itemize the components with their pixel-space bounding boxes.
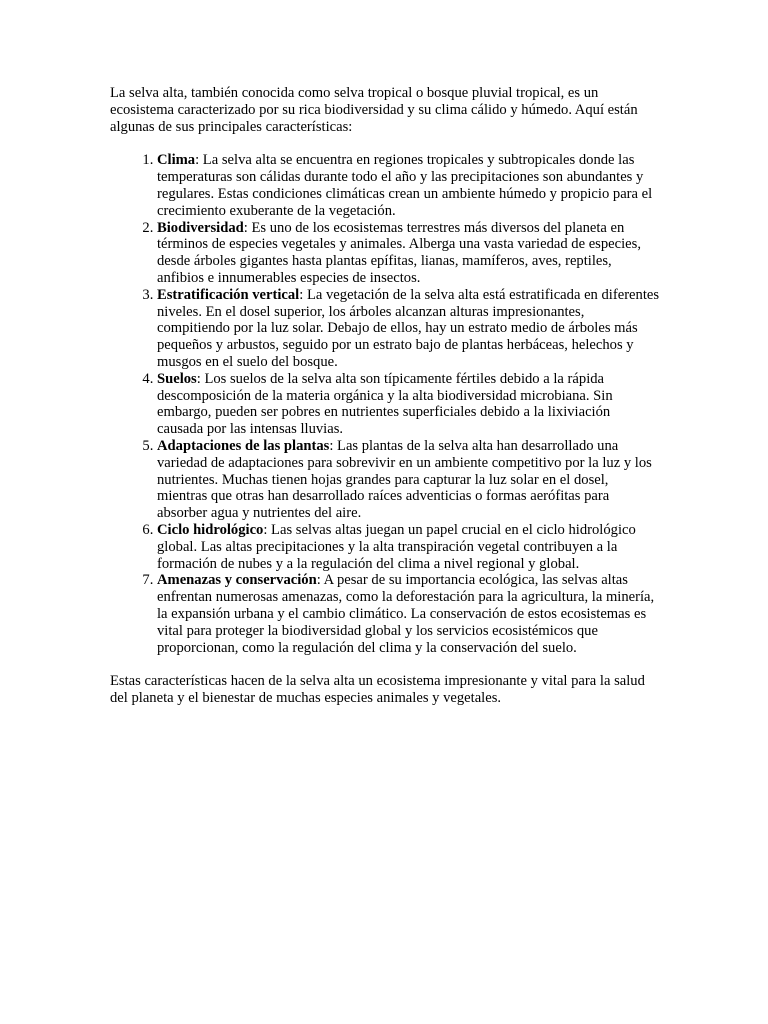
list-item-amenazas [157,572,660,656]
list-item-term: Clima [157,152,196,169]
conclusion-paragraph: Estas características hacen de la selva alta un ecosistema impresionante y vital para la salud del planeta y el bienestar de muchas especies animales y vegetales. [110,673,645,707]
characteristics-list [110,152,660,656]
list-item-term: Suelos [157,370,197,387]
list-item-ciclo-hidrologico [157,522,660,572]
list-item-adaptaciones [157,438,660,522]
list-item-term: Adaptaciones de las plantas [157,437,330,454]
list-item-text: : La selva alta se encuentra en regiones tropicales y subtropicales donde las temperaturas son cálidas durante todo el año y las precipitaciones son abundantes y regulares. Estas condiciones climáticas crean un ambiente húmedo y propicio para el crecimiento exuberante de la vegetación. [157,152,653,219]
list-item-clima [157,152,660,219]
list-item-text: : Las plantas de la selva alta han desarrollado una variedad de adaptaciones para sobrevivir en un ambiente competitivo por la luz y los nutrientes. Muchas tienen hojas grandes para capturar la luz solar en el dosel, mientras que otras han desarrollado raíces adventicias o formas aerófitas para absorber agua y nutrientes del aire. [157,437,652,522]
list-item-estratificacion [157,287,660,371]
list-item-text: : Las selvas altas juegan un papel crucial en el ciclo hidrológico global. Las altas precipitaciones y la alta transpiración vegetal contribuyen a la formación de nubes y a la regulación del clima a nivel regional y global. [157,521,636,572]
list-item-text: : La vegetación de la selva alta está estratificada en diferentes niveles. En el dosel superior, los árboles alcanzan alturas impresionantes, compitiendo por la luz solar. Debajo de ellos, hay un estrato medio de árboles más pequeños y arbustos, seguido por un estrato bajo de plantas herbáceas, helechos y musgos en el suelo del bosque. [157,286,660,370]
list-item-text: : Los suelos de la selva alta son típicamente fértiles debido a la rápida descomposición de la materia orgánica y la alta biodiversidad microbiana. Sin embargo, pueden ser pobres en nutrientes superficiales debido a la lixiviación causada por las intensas lluvias. [157,370,613,438]
list-item-biodiversidad [157,220,660,287]
list-item-term: Biodiversidad [157,219,244,236]
list-item-term: Estratificación vertical [157,286,300,303]
intro-paragraph: La selva alta, también conocida como selva tropical o bosque pluvial tropical, es un ecosistema caracterizado por su rica biodiversidad y su clima cálido y húmedo. Aquí están algunas de sus principales características: [110,85,638,135]
list-item-term: Amenazas y conservación [157,572,317,589]
list-item-term: Ciclo hidrológico [157,521,264,538]
document-body [110,85,660,707]
list-item-suelos [157,371,660,438]
list-item-text: : A pesar de su importancia ecológica, las selvas altas enfrentan numerosas amenazas, como la deforestación para la agricultura, la minería, la expansión urbana y el cambio climático. La conservación de estos ecosistemas es vital para proteger la biodiversidad global y los servicios ecosistémicos que proporcionan, como la regulación del clima y la conservación del suelo. [157,572,655,656]
list-item-text: : Es uno de los ecosistemas terrestres más diversos del planeta en términos de especies vegetales y animales. Alberga una vasta variedad de especies, desde árboles gigantes hasta plantas epífitas, lianas, mamíferos, aves, reptiles, anfibios e innumerables especies de insectos. [157,219,641,286]
